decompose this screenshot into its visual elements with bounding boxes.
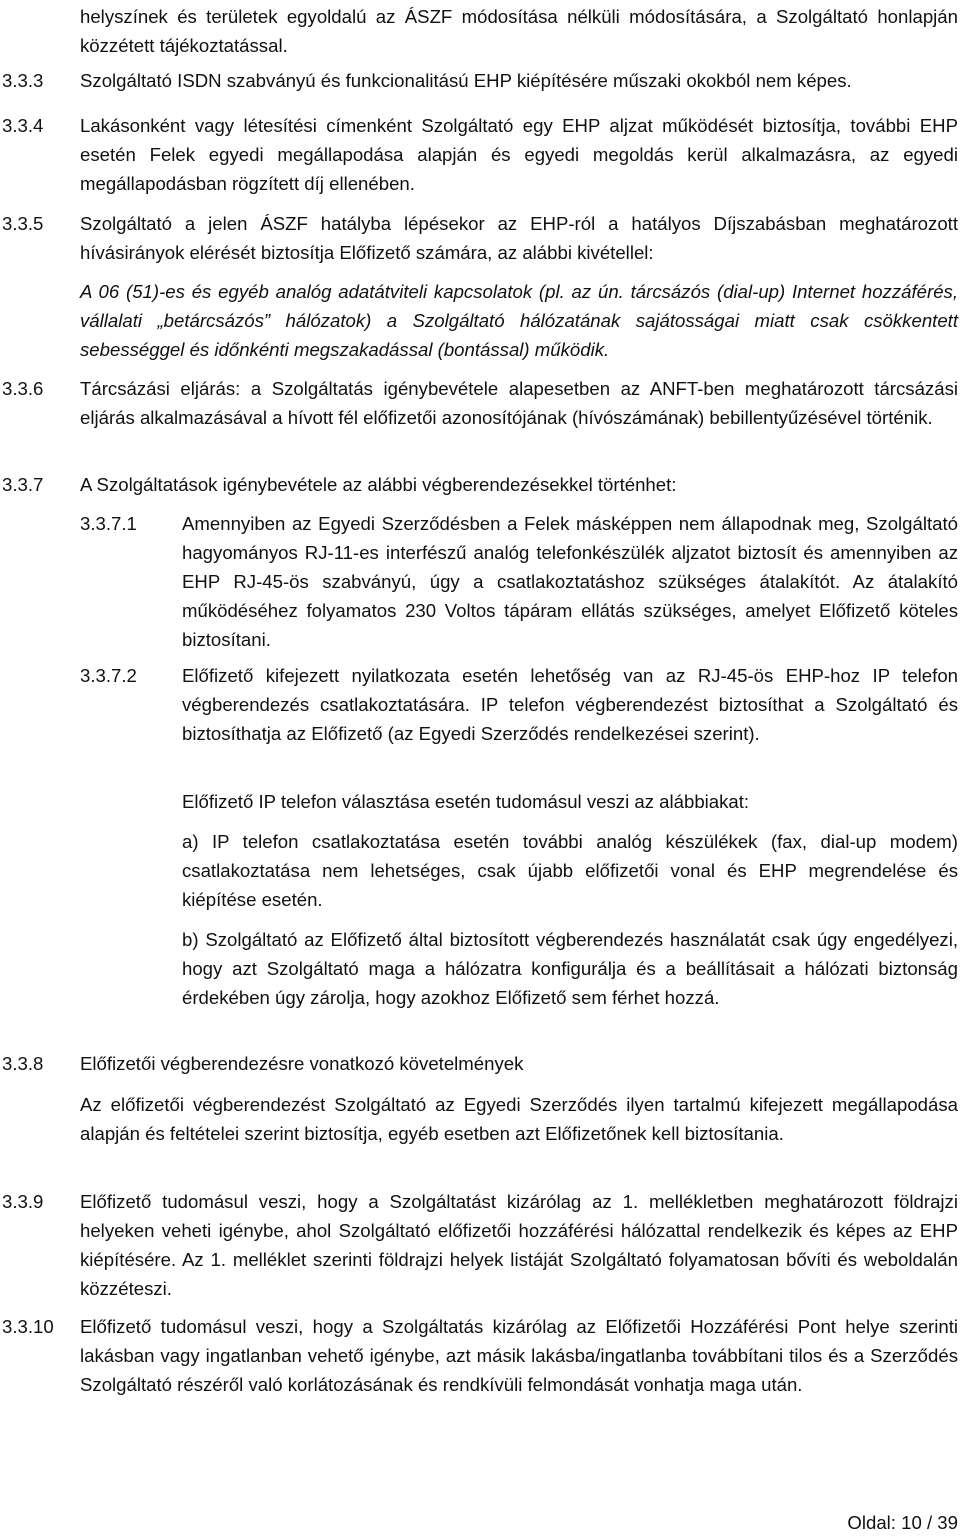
section-number: 3.3.5 [2,213,44,234]
list-item-a-text: a) IP telefon csatlakoztatása esetén további analóg készülékek (fax, dial-up modem) csatlakoztatása nem lehetséges, csak újabb előfizetői vonal és EHP megrendelése és kiépítése esetén. [182,831,958,910]
section-text: Szolgáltató a jelen ÁSZF hatályba lépésekor az EHP-ról a hatályos Díjszabásban meghatározott hívásirányok elérését biztosítja Előfizető számára, az alábbi kivétellel: [80,213,958,263]
subsection-number: 3.3.7.1 [80,513,137,534]
exception-italic-text: A 06 (51)-es és egyéb analóg adatátviteli kapcsolatok (pl. az ún. tárcsázós (dial-up) Internet hozzáférés, vállalati „betárcsázós” hálózatok) a Szolgáltató hálózatának sajátosságai miatt csak csökkentett sebességgel és időnkénti megszakadással (bontással) működik. [80,281,958,360]
ip-phone-intro-text: Előfizető IP telefon választása esetén tudomásul veszi az alábbiakat: [182,791,750,812]
section-text: Lakásonként vagy létesítési címenként Szolgáltató egy EHP aljzat működését biztosítja, további EHP esetén Felek egyedi megállapodása alapján és egyedi megoldás kerül alkalmazásra, az egyedi megállapodásban rögzített díj ellenében. [80,115,958,194]
subsection-text: Előfizető kifejezett nyilatkozata esetén lehetőség van az RJ-45-ös EHP-hoz IP telefon végberendezés csatlakoztatására. IP telefon végberendezést biztosíthat a Szolgáltató és biztosíthatja az Előfizető (az Egyedi Szerződés rendelkezései szerint). [182,665,958,744]
section-text: Előfizető tudomásul veszi, hogy a Szolgáltatást kizárólag az 1. mellékletben meghatározott földrajzi helyeken veheti igénybe, ahol Szolgáltató előfizetői hozzáférési hálózattal rendelkezik és képes az EHP kiépítésére. Az 1. melléklet szerinti földrajzi helyek listáját Szolgáltató folyamatosan bővíti és weboldalán közzéteszi. [80,1191,958,1299]
intro-text: helyszínek és területek egyoldalú az ÁSZF módosítása nélküli módosítására, a Szolgáltató honlapján közzétett tájékoztatással. [80,6,958,56]
section-number: 3.3.9 [2,1191,44,1212]
section-number: 3.3.4 [2,115,44,136]
section-number: 3.3.10 [2,1316,54,1337]
section-text: Szolgáltató ISDN szabványú és funkcionalitású EHP kiépítésére műszaki okokból nem képes. [80,70,852,91]
section-text: A Szolgáltatások igénybevétele az alábbi végberendezésekkel történhet: [80,474,677,495]
subsection-text: Amennyiben az Egyedi Szerződésben a Felek másképpen nem állapodnak meg, Szolgáltató hagyományos RJ-11-es interfészű analóg telefonkészülék aljzatot biztosít és amennyiben az EHP RJ-45-ös szabványú, úgy a csatlakoztatáshoz szükséges átalakítót. Az átalakító működéséhez folyamatos 230 Voltos tápáram ellátás szükséges, amelyet Előfizető köteles biztosítani. [182,513,958,650]
section-number: 3.3.6 [2,378,44,399]
section-number: 3.3.7 [2,474,44,495]
list-item-b-text: b) Szolgáltató az Előfizető által biztosított végberendezés használatát csak úgy engedélyezi, hogy azt Szolgáltató maga a hálózatra konfigurálja és a beállításait a hálózati biztonság érdekében úgy zárolja, hogy azokhoz Előfizető sem férhet hozzá. [182,929,958,1008]
section-title: Előfizetői végberendezésre vonatkozó követelmények [80,1053,524,1074]
subsection-number: 3.3.7.2 [80,665,137,686]
page-number: Oldal: 10 / 39 [847,1512,958,1533]
section-text: Előfizető tudomásul veszi, hogy a Szolgáltatás kizárólag az Előfizetői Hozzáférési Pont helye szerinti lakásban vagy ingatlanban vehető igénybe, azt másik lakásba/ingatlanba továbbítani tilos és a Szerződés Szolgáltató részéről való korlátozásának és rendkívüli felmondását vonhatja maga után. [80,1316,958,1395]
section-text: Az előfizetői végberendezést Szolgáltató az Egyedi Szerződés ilyen tartalmú kifejezett megállapodása alapján és feltételei szerint biztosítja, egyéb esetben azt Előfizetőnek kell biztosítania. [80,1094,958,1144]
section-number: 3.3.8 [2,1053,44,1074]
section-text: Tárcsázási eljárás: a Szolgáltatás igénybevétele alapesetben az ANFT-ben meghatározott tárcsázási eljárás alkalmazásával a hívott fél előfizetői azonosítójának (hívószámának) bebillentyűzésével történik. [80,378,958,428]
section-number: 3.3.3 [2,70,44,91]
